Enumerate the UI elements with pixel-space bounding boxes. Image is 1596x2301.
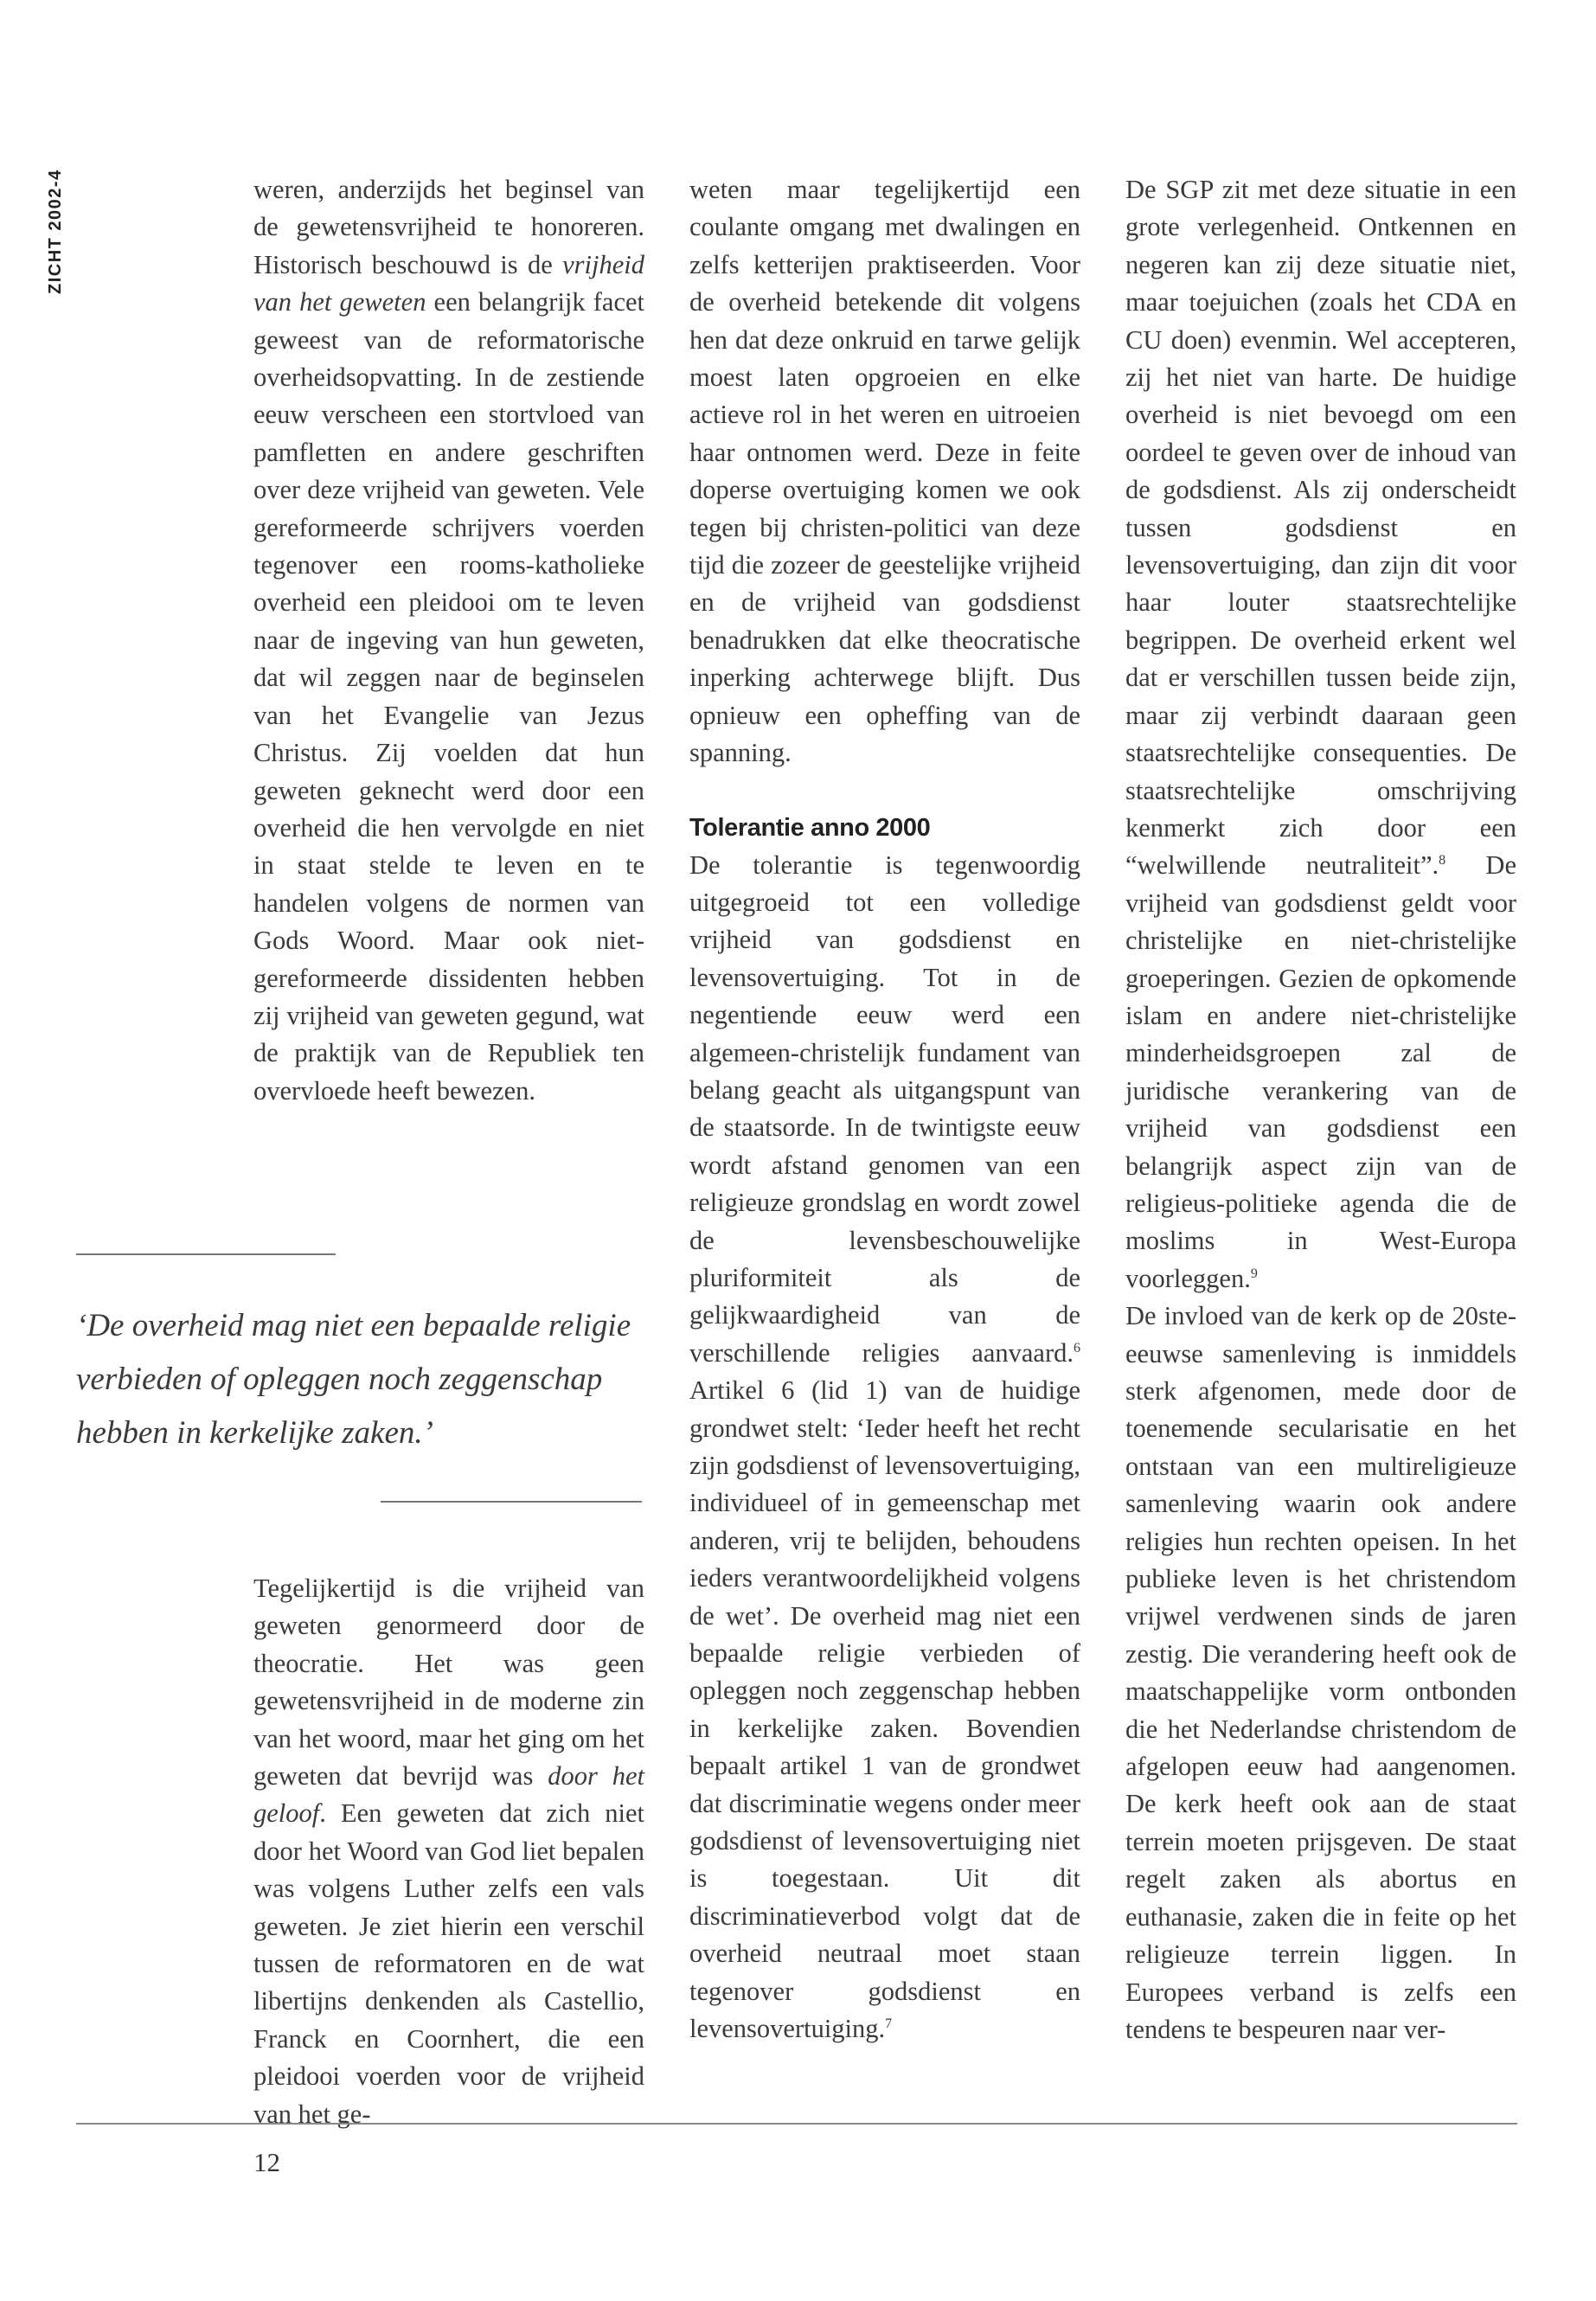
text-run: De vrijheid van godsdienst geldt voor christelijke en niet-christelijke groeperingen. Gezien de opkomende islam en andere niet-christelijke minderheidsgroepen zal de juridische verankering van de vrijheid van godsdienst een belangrijk aspect zijn van de religieus-politieke agenda die de moslims in West-Europa voorleggen.	[1125, 850, 1516, 1293]
pullquote-rule-bottom	[381, 1501, 642, 1503]
text-run: een belangrijk facet geweest van de reformatorische overheidsopvatting. In de zestiende eeuw verscheen een stortvloed van pamfletten en andere geschriften over deze vrijheid van geweten. Vele gereformeerde schrijvers voerden tegenover een rooms-katholieke overheid een pleidooi om te leven naar de ingeving van hun geweten, dat wil zeggen naar de beginselen van het Evangelie van Jezus Christus. Zij voelden dat hun geweten geknecht werd door een overheid die hen vervolgde en niet in staat stelde te leven en te handelen volgens de normen van Gods Woord. Maar ook niet-gereformeerde dissidenten hebben zij vrijheid van geweten gegund, wat de praktijk van de Republiek ten overvloede heeft bewezen.	[253, 287, 644, 1106]
paragraph	[1125, 171, 1516, 1298]
section-heading: Tolerantie anno 2000	[689, 813, 931, 842]
footnote-ref: 6	[1074, 1340, 1080, 1356]
footnote-ref: 8	[1439, 853, 1446, 868]
paragraph	[1125, 1298, 1516, 2048]
column-3	[1125, 171, 1516, 2048]
text-run: De SGP zit met deze situatie in een grote verlegenheid. Ontkennen en negeren kan zij deze situatie niet, maar toejuichen (zoals het CDA en CU doen) evenmin. Wel accepteren, zij het niet van harte. De huidige overheid is niet bevoegd om een oordeel te geven over de inhoud van de godsdienst. Als zij onderscheidt tussen godsdienst en levensovertuiging, dan zijn dit voor haar louter staatsrechtelijke begrippen. De overheid erkent wel dat er verschillen tussen beide zijn, maar zij verbindt daaraan geen staatsrechtelijke consequenties. De staatsrechtelijke omschrijving kenmerkt zich door een “welwillende neutraliteit”.	[1125, 175, 1516, 881]
paragraph	[253, 171, 644, 1110]
footnote-ref: 7	[885, 2016, 893, 2031]
italic-text: door het geloof	[253, 1761, 644, 1829]
page-number: 12	[253, 2147, 280, 2177]
footer-rule	[76, 2123, 1517, 2125]
text-run: De tolerantie is tegenwoordig uitgegroeid tot een volledige vrijheid van godsdienst en levensovertuiging. Tot in de negentiende eeuw werd een algemeen-christelijk fundament van belang geacht als uitgangspunt van de staatsorde. In de twintigste eeuw wordt afstand genomen van een religieuze grondslag en wordt zowel de levensbeschouwelijke pluriformiteit als de gelijkwaardigheid van de verschillende religies aanvaard.	[689, 849, 1080, 1368]
column-1-bottom	[253, 1570, 644, 2133]
paragraph	[689, 171, 1080, 772]
footnote-ref: 9	[1250, 1266, 1258, 1281]
text-run: weren, anderzijds het beginsel van de gewetensvrijheid te honoreren. Historisch beschouwd is de	[253, 175, 644, 279]
pullquote: ‘De overheid mag niet een bepaalde religie verbieden of opleggen noch zeggenschap hebben in kerkelijke zaken.’	[76, 1308, 631, 1451]
text-run: . Een geweten dat zich niet door het Woord van God liet bepalen was volgens Luther zelfs een vals geweten. Je ziet hierin een verschil tussen de reformatoren en de wat libertijns denkenden als Castellio, Franck en Coornhert, die een pleidooi voerden voor de vrijheid van het ge-	[253, 1798, 644, 2129]
text-run: Artikel 6 (lid 1) van de huidige grondwet stelt: ‘Ieder heeft het recht zijn godsdienst of levensovertuiging, individueel of in gemeenschap met anderen, vrij te belijden, behoudens ieders verantwoordelijkheid volgens de wet’. De overheid mag niet een bepaalde religie verbieden of opleggen noch zeggenschap hebben in kerkelijke zaken. Bovendien bepaalt artikel 1 van de grondwet dat discriminatie wegens onder meer godsdienst of levensovertuiging niet is toegestaan. Uit dit discriminatieverbod volgt dat de overheid neutraal moet staan tegenover godsdienst en levensovertuiging.	[689, 1375, 1080, 2044]
column-2	[689, 171, 1080, 2048]
text-run: De invloed van de kerk op de 20ste-eeuwse samenleving is inmiddels sterk afgenomen, mede door de toenemende secularisatie en het ontstaan van een multireligieuze samenleving waarin ook andere religies hun rechten opeisen. In het publieke leven is het christendom vrijwel verdwenen sinds de jaren zestig. Die verandering heeft ook de maatschappelijke vorm ontbonden die het Nederlandse christendom de afgelopen eeuw had aangenomen. De kerk heeft ook aan de staat terrein moeten prijsgeven. De staat regelt zaken als abortus en euthanasie, zaken die in feite op het religieuze terrein liggen. In Europees verband is zelfs een tendens te bespeuren naar ver-	[1125, 1301, 1516, 2044]
italic-text: vrijheid van het geweten	[253, 249, 644, 317]
column-1-top	[253, 171, 644, 1110]
paragraph	[253, 1570, 644, 2133]
text-run: weten maar tegelijkertijd een coulante omgang met dwalingen en zelfs ketterijen praktiseerden. Voor de overheid betekende dit volgens hen dat deze onkruid en tarwe gelijk moest laten opgroeien en elke actieve rol in het weren en uitroeien haar ontnomen werd. Deze in feite doperse overtuiging komen we ook tegen bij christen-politici van deze tijd die zozeer de geestelijke vrijheid en de vrijheid van godsdienst benadrukken dat elke theocratische inperking achterwege blijft. Dus opnieuw een opheffing van de spanning.	[689, 175, 1080, 768]
paragraph	[689, 847, 1080, 2048]
text-run: Tegelijkertijd is die vrijheid van geweten genormeerd door de theocratie. Het was geen gewetensvrijheid in de moderne zin van het woord, maar het ging om het geweten dat bevrijd was	[253, 1574, 644, 1791]
pullquote-rule-top	[76, 1253, 336, 1255]
running-head: ZICHT 2002-4	[46, 169, 65, 294]
